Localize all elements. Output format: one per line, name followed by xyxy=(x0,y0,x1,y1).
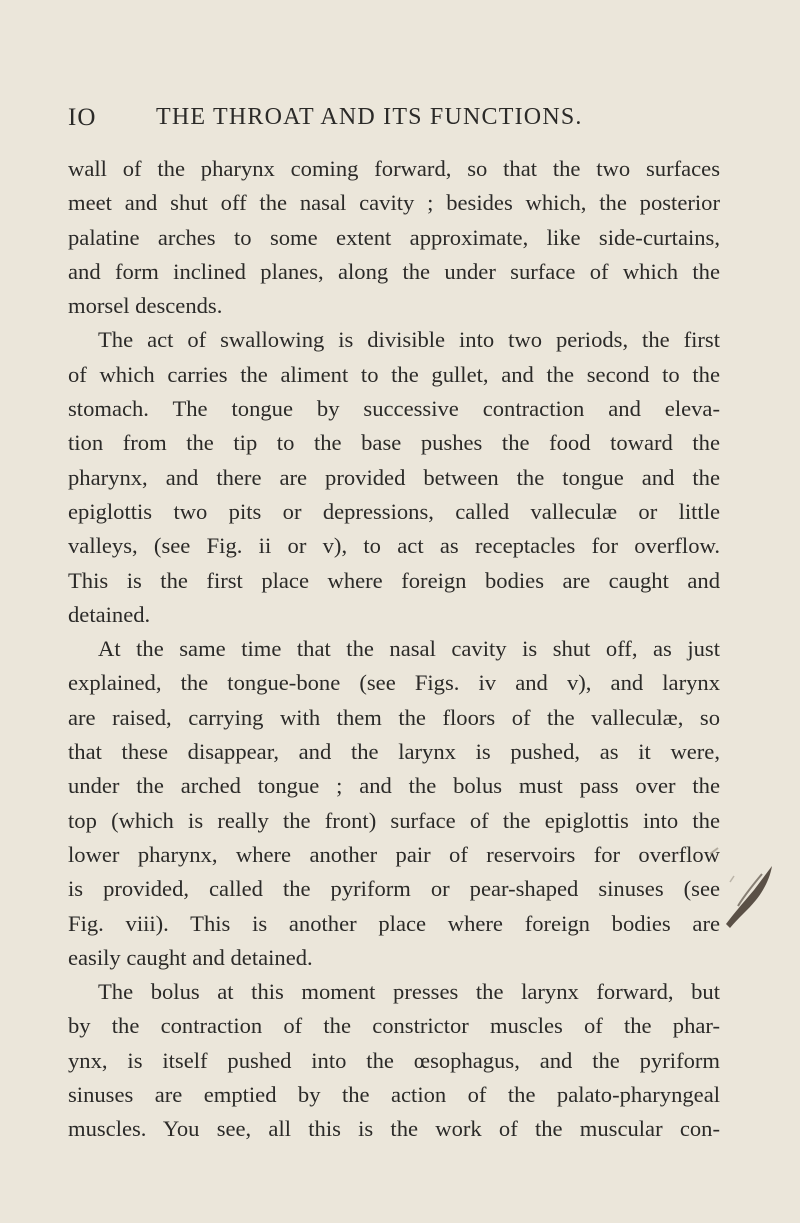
text-line: The act of swallowing is divisible into two periods, the first xyxy=(98,327,720,353)
page-number: IO xyxy=(68,104,97,131)
text-line: of which carries the aliment to the gullet, and the second to the xyxy=(68,361,720,387)
running-title: THE THROAT AND ITS FUNCTIONS. xyxy=(156,104,583,130)
text-line: epiglottis two pits or depressions, called valleculæ or little xyxy=(68,498,720,524)
text-line: pharynx, and there are provided between the tongue and the xyxy=(68,464,720,490)
text-line: under the arched tongue ; and the bolus must pass over the xyxy=(68,773,720,799)
text-line: tion from the tip to the base pushes the food toward the xyxy=(68,430,720,456)
text-line: are raised, carrying with them the floors of the valleculæ, so xyxy=(68,704,720,730)
text-line: and form inclined planes, along the under surface of which the xyxy=(68,258,720,284)
text-line: easily caught and detained. xyxy=(68,944,313,970)
text-line: top (which is really the front) surface of the epiglottis into the xyxy=(68,807,720,833)
text-line: wall of the pharynx coming forward, so that the two surfaces xyxy=(68,156,720,181)
text-line: morsel descends. xyxy=(68,293,223,319)
text-line: The bolus at this moment presses the larynx forward, but xyxy=(98,979,720,1005)
margin-ink-mark xyxy=(708,846,778,936)
text-line: detained. xyxy=(68,601,151,627)
text-line: ynx, is itself pushed into the œsophagus, and the pyriform xyxy=(68,1047,720,1073)
text-line: Fig. viii). This is another place where foreign bodies are xyxy=(68,910,720,936)
text-line: meet and shut off the nasal cavity ; besides which, the posterior xyxy=(68,190,720,216)
text-line: palatine arches to some extent approximate, like side-curtains, xyxy=(68,224,720,250)
text-line: that these disappear, and the larynx is pushed, as it were, xyxy=(68,739,720,765)
text-line: stomach. The tongue by successive contraction and eleva- xyxy=(68,396,720,422)
running-head xyxy=(68,104,718,144)
text-line: explained, the tongue-bone (see Figs. iv and v), and larynx xyxy=(68,670,720,696)
text-line: lower pharynx, where another pair of reservoirs for overflow xyxy=(68,841,720,867)
text-line: is provided, called the pyriform or pear-shaped sinuses (see xyxy=(68,876,720,902)
text-line: This is the first place where foreign bodies are caught and xyxy=(68,567,720,593)
text-line: valleys, (see Fig. ii or v), to act as receptacles for overflow. xyxy=(68,533,720,559)
text-line: by the contraction of the constrictor muscles of the phar- xyxy=(68,1013,720,1039)
text-line: At the same time that the nasal cavity is shut off, as just xyxy=(98,636,720,662)
text-line: muscles. You see, all this is the work of the muscular con- xyxy=(68,1116,720,1142)
text-line: sinuses are emptied by the action of the palato-pharyngeal xyxy=(68,1082,720,1108)
body-text xyxy=(68,152,720,1147)
